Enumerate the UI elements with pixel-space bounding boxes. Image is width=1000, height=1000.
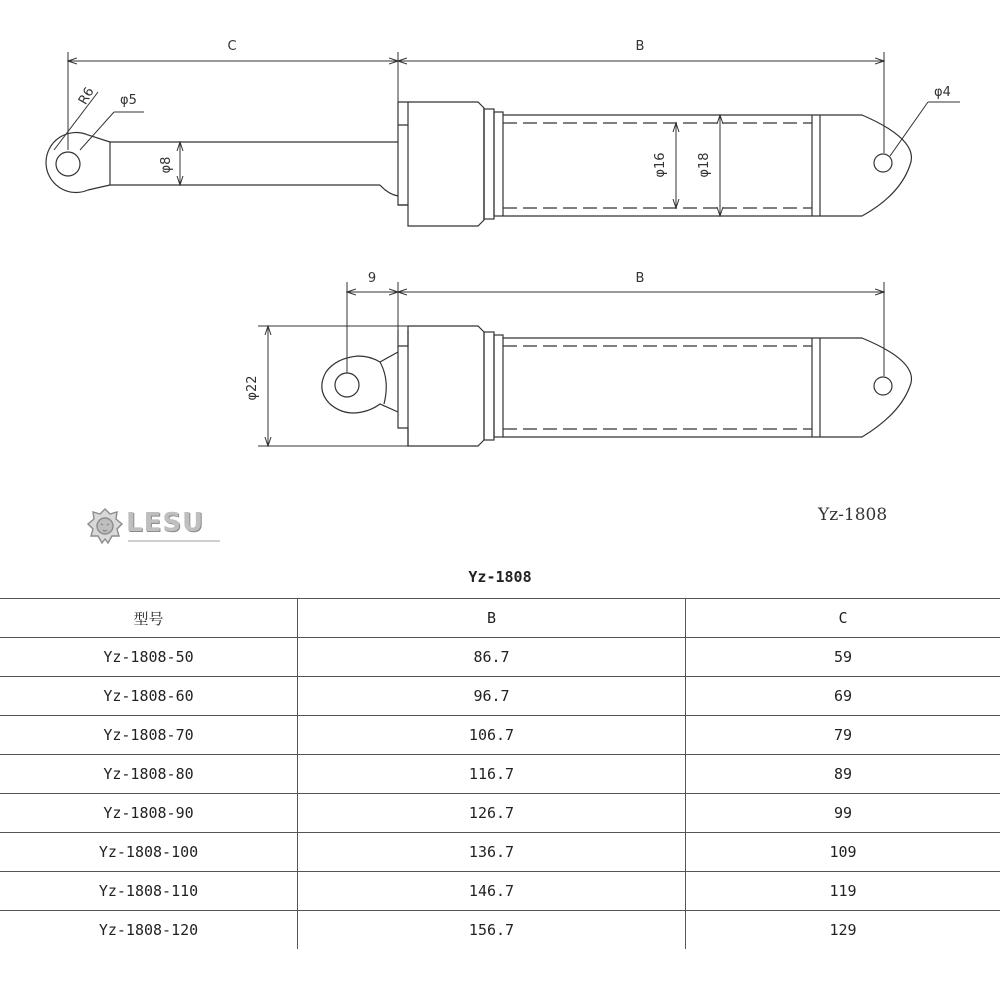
header-c: C [686, 599, 1000, 638]
table-row [0, 911, 1000, 950]
cell-c: 99 [686, 794, 1000, 833]
cell-c: 79 [686, 716, 1000, 755]
lesu-logo [86, 506, 226, 552]
logo-underline [128, 540, 220, 542]
cell-b: 156.7 [298, 911, 686, 950]
cell-b: 136.7 [298, 833, 686, 872]
lion-head-icon [86, 506, 124, 548]
cell-c: 109 [686, 833, 1000, 872]
cell-b: 106.7 [298, 716, 686, 755]
top-view-cylinder [46, 102, 911, 226]
table-row [0, 677, 1000, 716]
table-row [0, 755, 1000, 794]
phi5-label: φ5 [120, 93, 137, 108]
dim-9-label: 9 [367, 271, 377, 286]
cell-b: 96.7 [298, 677, 686, 716]
dim-b-label: B [635, 39, 645, 54]
phi18-label: φ18 [697, 152, 712, 178]
cell-model: Yz-1808-90 [0, 794, 298, 833]
drawing-model-label: Yz-1808 [818, 505, 888, 525]
table-header-row [0, 599, 1000, 638]
dim-b-lower-label: B [635, 271, 645, 286]
cell-model: Yz-1808-120 [0, 911, 298, 950]
cell-model: Yz-1808-60 [0, 677, 298, 716]
header-b: B [298, 599, 686, 638]
cell-c: 119 [686, 872, 1000, 911]
phi4-label: φ4 [934, 85, 951, 100]
cell-model: Yz-1808-70 [0, 716, 298, 755]
table-row [0, 638, 1000, 677]
r6-label: R6 [75, 84, 98, 108]
phi16-label: φ16 [653, 152, 668, 178]
cell-c: 129 [686, 911, 1000, 950]
top-view-dimensions [54, 52, 960, 216]
cell-model: Yz-1808-100 [0, 833, 298, 872]
cell-b: 116.7 [298, 755, 686, 794]
cell-model: Yz-1808-80 [0, 755, 298, 794]
cell-b: 86.7 [298, 638, 686, 677]
cell-b: 146.7 [298, 872, 686, 911]
table-row [0, 716, 1000, 755]
cell-model: Yz-1808-50 [0, 638, 298, 677]
table-row [0, 872, 1000, 911]
cell-model: Yz-1808-110 [0, 872, 298, 911]
cell-c: 59 [686, 638, 1000, 677]
header-model: 型号 [0, 599, 298, 638]
dim-c-label: C [227, 39, 237, 54]
logo-wordmark: LESU [126, 508, 205, 538]
cell-b: 126.7 [298, 794, 686, 833]
spec-table [0, 598, 1000, 949]
bottom-view-dimensions [258, 282, 884, 446]
bottom-view-cylinder [322, 326, 912, 446]
table-title: Yz-1808 [468, 568, 532, 586]
phi8-label: φ8 [159, 156, 174, 174]
phi22-label: φ22 [245, 375, 260, 401]
cell-c: 89 [686, 755, 1000, 794]
table-row [0, 794, 1000, 833]
cell-c: 69 [686, 677, 1000, 716]
table-row [0, 833, 1000, 872]
